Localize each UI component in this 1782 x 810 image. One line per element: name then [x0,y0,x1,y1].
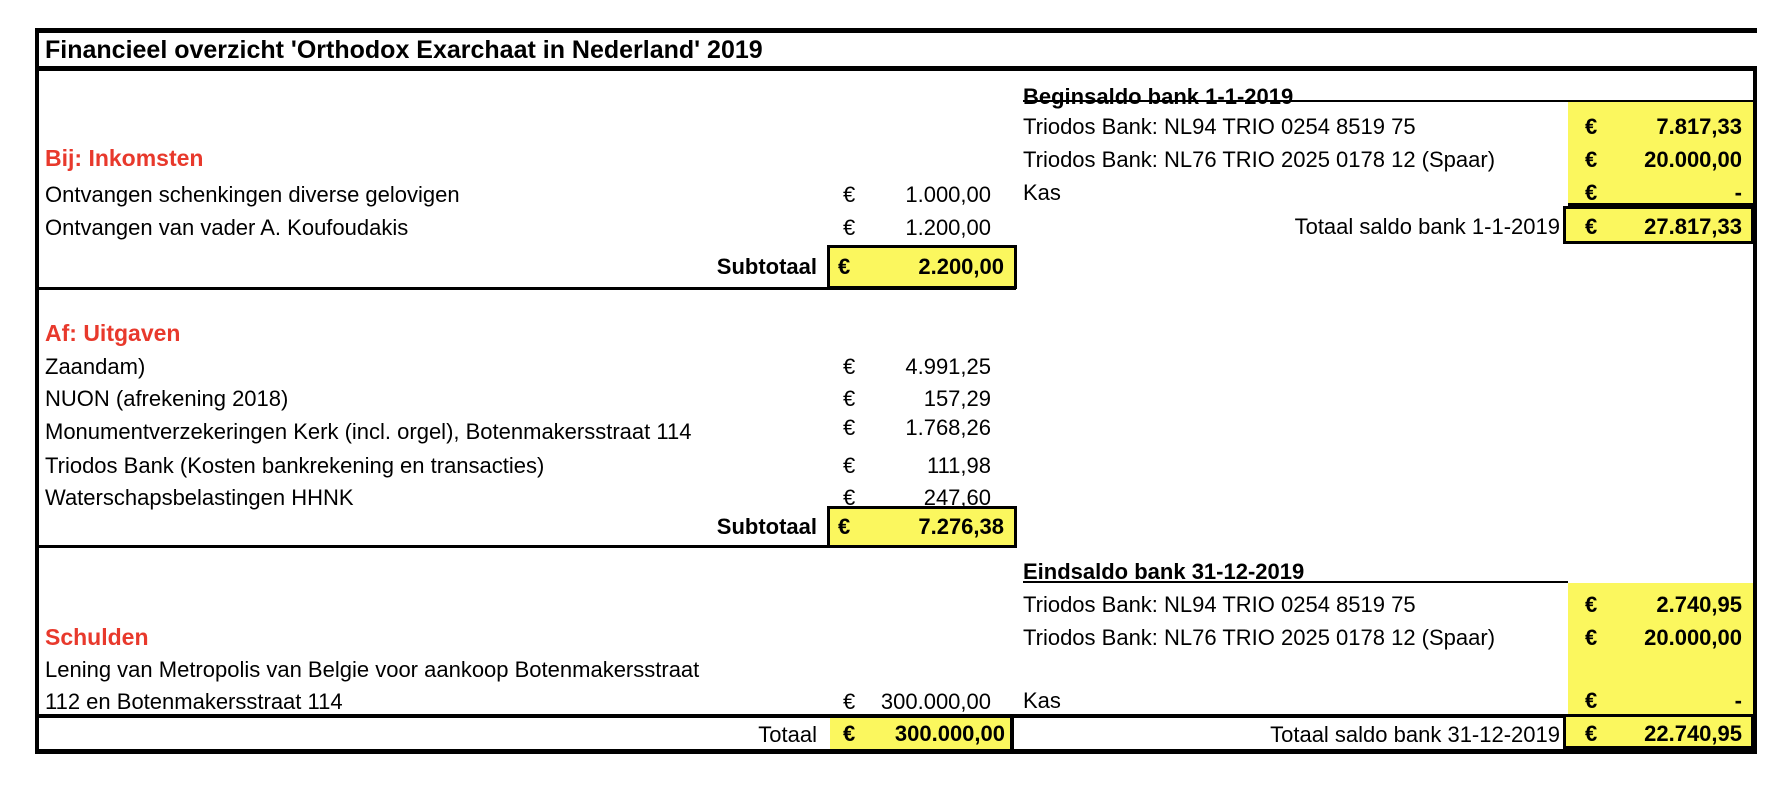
currency-symbol: € [843,721,856,746]
row-amount [843,450,991,482]
beginsaldo-heading: Beginsaldo bank 1-1-2019 [1023,84,1294,109]
row-amount [1585,177,1742,209]
currency-symbol: € [1585,625,1598,650]
expenses-heading: Af: Uitgaven [45,320,181,346]
currency-symbol: € [843,386,856,411]
currency-symbol: € [1585,592,1598,617]
row-amount [843,412,991,444]
row-amount [843,351,991,383]
loan-amount [843,686,991,718]
row-amount [1585,144,1742,176]
currency-symbol: € [1585,147,1598,172]
currency-symbol: € [843,415,856,440]
beginsaldo-total-label: Totaal saldo bank 1-1-2019 [1294,214,1560,239]
row-label: Ontvangen van vader A. Koufoudakis [45,215,409,240]
currency-symbol: € [1585,721,1598,746]
amount-value: 300.000,00 [880,689,991,714]
currency-symbol: € [843,182,856,207]
page-title: Financieel overzicht 'Orthodox Exarchaat in Nederland' 2019 [45,36,763,64]
amount-value: 247,60 [923,485,991,510]
amount-value: 4.991,25 [905,354,991,379]
row-label: Waterschapsbelastingen HHNK [45,485,354,510]
row-label: Triodos Bank: NL94 TRIO 0254 8519 75 [1023,592,1416,617]
row-label: Kas [1023,180,1061,205]
row-amount [1585,685,1742,717]
row-amount [1585,111,1742,143]
row-amount [843,383,991,415]
amount-value: 2.740,95 [1656,592,1742,617]
row-amount [1585,622,1742,654]
amount-value: 22.740,95 [1644,721,1742,746]
loan-description-line1: Lening van Metropolis van Belgie voor aankoop Botenmakersstraat [45,657,700,682]
currency-symbol: € [1585,688,1598,713]
amount-value: 20.000,00 [1644,625,1742,650]
currency-symbol: € [838,254,851,279]
amount-value: 1.200,00 [905,215,991,240]
currency-symbol: € [843,354,856,379]
row-label: Monumentverzekeringen Kerk (incl. orgel), Botenmakersstraat 114 [45,419,692,444]
border-right [1753,66,1757,754]
debts-total-label: Totaal [758,722,817,747]
eindsaldo-total-label: Totaal saldo bank 31-12-2019 [1270,722,1560,747]
currency-symbol: € [843,485,856,510]
loan-description-line2: 112 en Botenmakersstraat 114 [45,689,343,714]
amount-value: 2.200,00 [918,254,1004,279]
row-amount [843,179,991,211]
row-amount [1585,589,1742,621]
row-label: Triodos Bank: NL94 TRIO 0254 8519 75 [1023,114,1416,139]
amount-value: 1.000,00 [905,182,991,207]
amount-value: 111,98 [926,453,991,478]
expenses-subtotal-label: Subtotaal [716,514,817,539]
amount-value: 1.768,26 [905,415,991,440]
currency-symbol: € [1585,180,1598,205]
amount-value: 300.000,00 [894,721,1005,746]
row-label: Triodos Bank: NL76 TRIO 2025 0178 12 (Spaar) [1023,147,1496,172]
currency-symbol: € [843,689,856,714]
income-subtotal-label: Subtotaal [716,254,817,279]
beginsaldo-total-amount [1585,211,1742,243]
row-label: NUON (afrekening 2018) [45,386,289,411]
row-label: Kas [1023,688,1061,713]
expenses-subtotal-amount [838,511,1004,543]
currency-symbol: € [843,215,856,240]
currency-symbol: € [843,453,856,478]
amount-value: 157,29 [923,386,991,411]
amount-value: - [1734,180,1742,205]
currency-symbol: € [838,514,851,539]
row-label: Triodos Bank: NL76 TRIO 2025 0178 12 (Spaar) [1023,625,1496,650]
amount-value: 7.817,33 [1656,114,1742,139]
debts-total-amount [843,718,1005,750]
income-heading: Bij: Inkomsten [45,145,204,171]
currency-symbol: € [1585,214,1598,239]
amount-value: 7.276,38 [918,514,1004,539]
row-label: Ontvangen schenkingen diverse gelovigen [45,182,460,207]
amount-value: 20.000,00 [1644,147,1742,172]
currency-symbol: € [1585,114,1598,139]
row-amount [843,482,991,514]
amount-value: 27.817,33 [1644,214,1742,239]
eindsaldo-total-amount [1585,718,1742,750]
row-label: Triodos Bank (Kosten bankrekening en transacties) [45,453,545,478]
border-left [35,28,39,754]
row-label: Zaandam) [45,354,146,379]
amount-value: - [1734,688,1742,713]
row-amount [843,212,991,244]
debts-heading: Schulden [45,624,149,650]
income-subtotal-amount [838,251,1004,283]
eindsaldo-heading: Eindsaldo bank 31-12-2019 [1023,559,1305,584]
